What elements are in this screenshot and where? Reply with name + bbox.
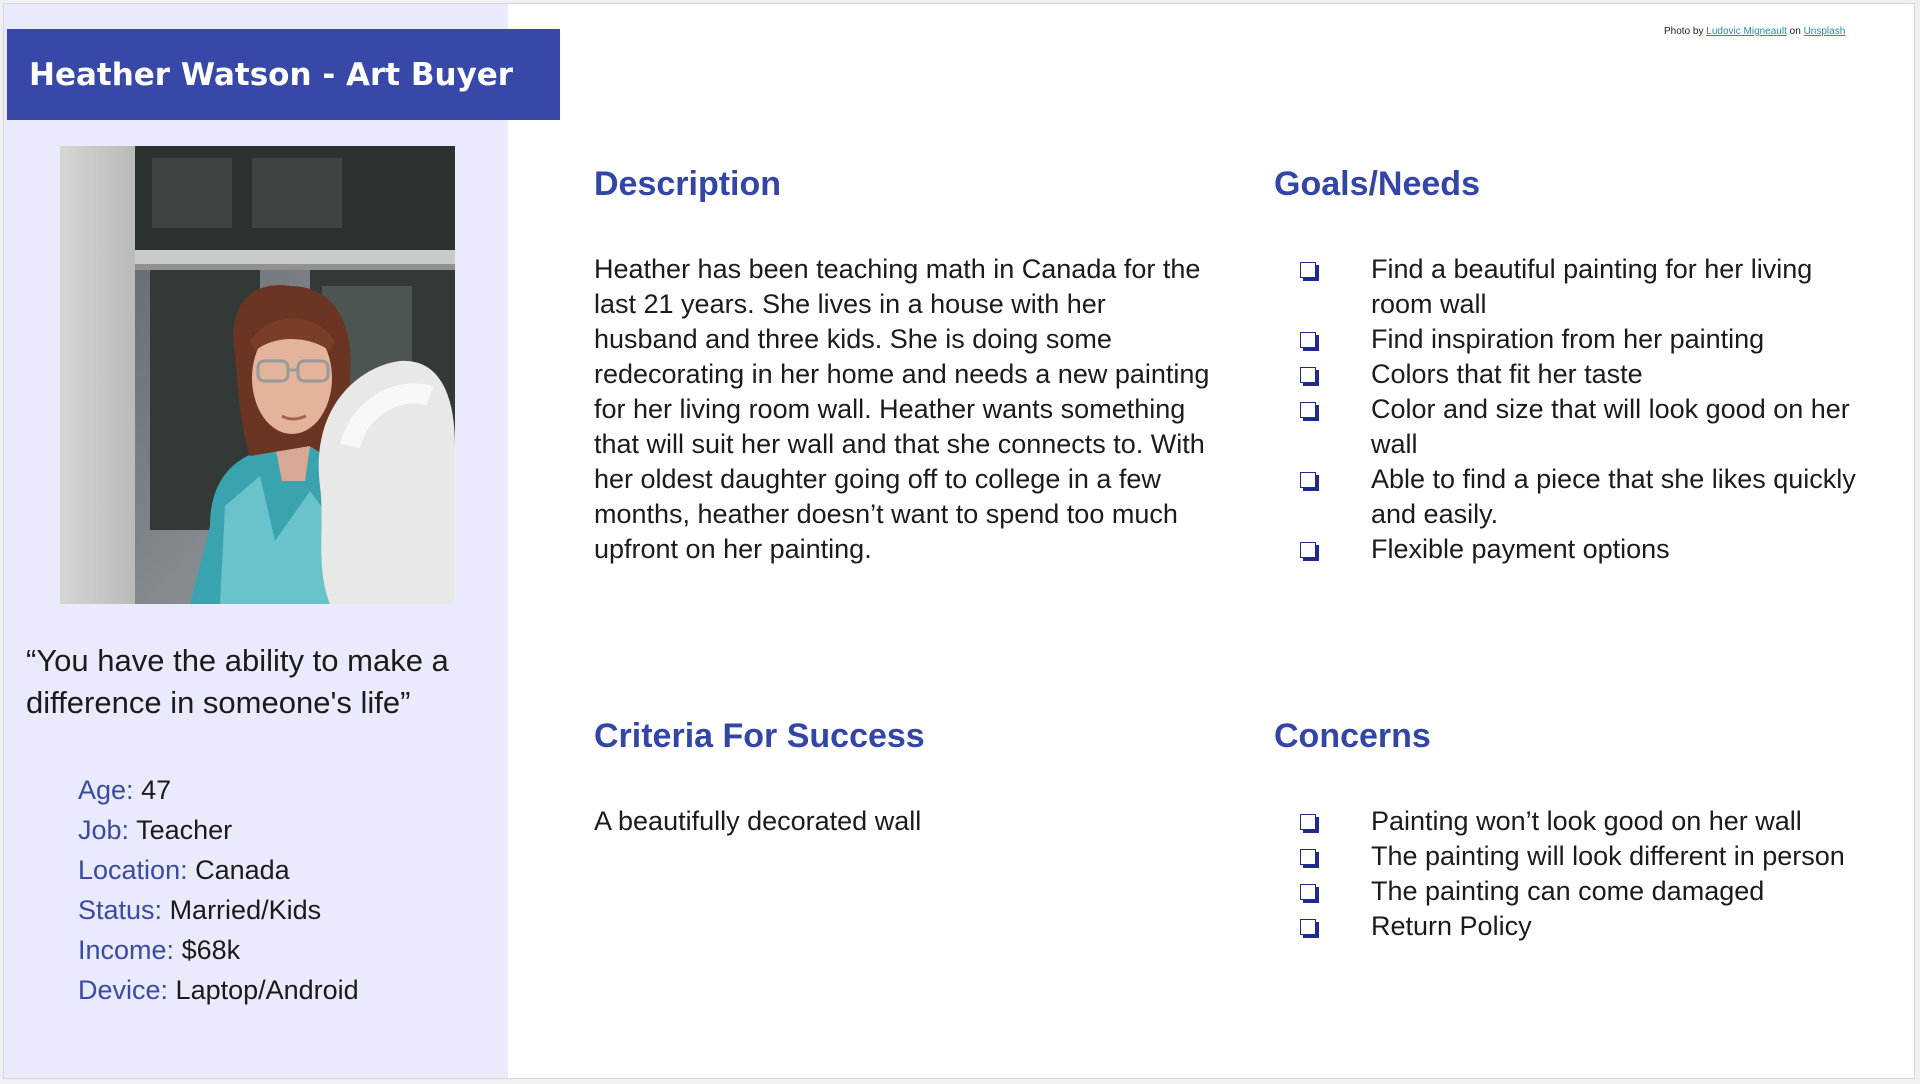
list-item: Colors that fit her taste (1298, 357, 1858, 392)
criteria-text: A beautifully decorated wall (594, 806, 922, 836)
list-item: Flexible payment options (1298, 532, 1858, 567)
photo-credit: Photo by Ludovic Migneault on Unsplash (1664, 26, 1846, 37)
fact-device: Device: Laptop/Android (78, 975, 359, 1005)
list-item: Color and size that will look good on her wall (1298, 392, 1858, 462)
description-text: Heather has been teaching math in Canada for the last 21 years. She lives in a house with her husband and three kids. She is doing some redecorating in her home and needs a new painting for her living room wall. Heather wants something that will suit her wall and that she connects to. With her oldest daughter going off to college in a few months, heather doesn’t want to spend too much upfront on her painting. (594, 254, 1210, 564)
checkbox-icon (1300, 884, 1316, 900)
list-item: Return Policy (1298, 909, 1858, 944)
list-item: The painting can come damaged (1298, 874, 1858, 909)
checkbox-icon (1300, 367, 1316, 383)
goals-list (1298, 252, 1858, 567)
fact-age: Age: 47 (78, 775, 172, 805)
checkbox-icon (1300, 472, 1316, 488)
persona-slide (3, 3, 1915, 1079)
list-item: Able to find a piece that she likes quickly and easily. (1298, 462, 1858, 532)
profile-photo (60, 146, 455, 604)
checkbox-icon (1300, 332, 1316, 348)
fact-job: Job: Teacher (78, 815, 233, 845)
checkbox-icon (1300, 814, 1316, 830)
persona-quote: “You have the ability to make a difference in someone's life” (26, 643, 449, 720)
persona-title: Heather Watson - Art Buyer (7, 29, 560, 120)
checkbox-icon (1300, 402, 1316, 418)
profile-sidebar (4, 4, 508, 1078)
list-item: Find inspiration from her painting (1298, 322, 1858, 357)
goals-heading: Goals/Needs (1274, 165, 1480, 203)
unsplash-link[interactable]: Unsplash (1803, 26, 1846, 37)
photo-author-link[interactable]: Ludovic Migneault (1706, 26, 1787, 37)
checkbox-icon (1300, 262, 1316, 278)
portrait-illustration (60, 146, 455, 604)
checkbox-icon (1300, 542, 1316, 558)
fact-status: Status: Married/Kids (78, 895, 322, 925)
fact-income: Income: $68k (78, 935, 241, 965)
description-heading: Description (594, 165, 782, 203)
checkbox-icon (1300, 919, 1316, 935)
checkbox-icon (1300, 849, 1316, 865)
list-item: Find a beautiful painting for her living room wall (1298, 252, 1858, 322)
fact-location: Location: Canada (78, 855, 290, 885)
criteria-heading: Criteria For Success (594, 717, 925, 755)
concerns-heading: Concerns (1274, 717, 1431, 755)
list-item: Painting won’t look good on her wall (1298, 804, 1858, 839)
persona-facts (78, 770, 359, 1010)
list-item: The painting will look different in person (1298, 839, 1858, 874)
concerns-list (1298, 804, 1858, 944)
